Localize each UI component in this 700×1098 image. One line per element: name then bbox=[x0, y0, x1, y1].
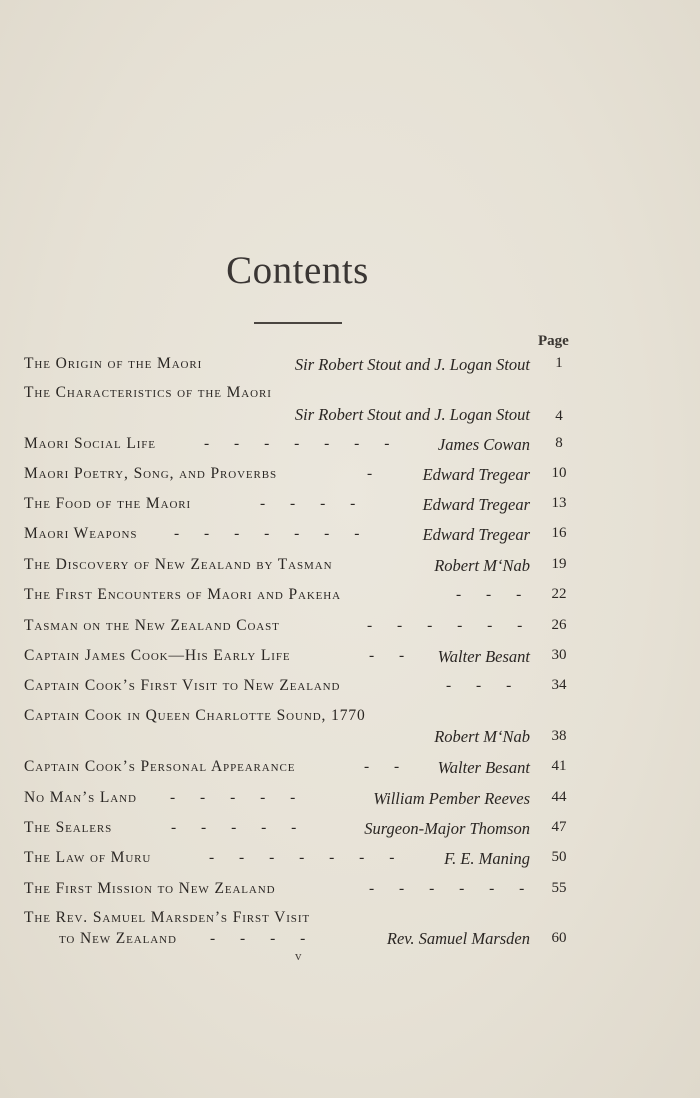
entry-author: Walter Besant bbox=[437, 758, 530, 777]
entry-page: 16 bbox=[551, 525, 567, 541]
toc-entry[interactable] bbox=[24, 586, 574, 610]
entry-title: The Food of the Maori bbox=[24, 495, 192, 512]
toc-entry[interactable] bbox=[24, 849, 574, 873]
entry-page: 30 bbox=[551, 647, 567, 663]
entry-page: 13 bbox=[551, 495, 567, 511]
entry-author: Edward Tregear bbox=[422, 525, 530, 544]
entry-dashes: - - - - - - - bbox=[204, 435, 390, 452]
entry-dashes: - - - - - - - bbox=[209, 849, 395, 866]
entry-page: 4 bbox=[555, 408, 563, 424]
page-title: Contents bbox=[226, 249, 369, 292]
entry-dashes: - - bbox=[369, 647, 405, 664]
toc-entry[interactable] bbox=[24, 819, 574, 843]
entry-dashes: - bbox=[367, 465, 373, 482]
toc-entry[interactable] bbox=[24, 880, 574, 904]
toc-entry[interactable] bbox=[24, 677, 574, 701]
entry-page: 34 bbox=[551, 677, 567, 693]
entry-page: 47 bbox=[551, 819, 567, 835]
entry-title: The Origin of the Maori bbox=[24, 355, 203, 372]
entry-title: Maori Poetry, Song, and Proverbs bbox=[24, 465, 278, 482]
entry-author: Walter Besant bbox=[437, 647, 530, 666]
toc-entry[interactable] bbox=[24, 707, 574, 755]
entry-dashes: - - - bbox=[456, 586, 522, 603]
entry-page: 19 bbox=[551, 556, 567, 572]
entry-title: The Law of Muru bbox=[24, 849, 152, 866]
toc-entry[interactable] bbox=[24, 556, 574, 580]
entry-title: The First Encounters of Maori and Pakeha bbox=[24, 586, 341, 603]
toc-entry[interactable] bbox=[24, 465, 574, 489]
entry-dashes: - - bbox=[364, 758, 400, 775]
toc-entry[interactable] bbox=[24, 647, 574, 671]
toc-entry[interactable] bbox=[24, 355, 574, 379]
entry-page: 1 bbox=[555, 355, 563, 371]
entry-page: 50 bbox=[551, 849, 567, 865]
entry-dashes: - - - - - - - bbox=[174, 525, 360, 542]
entry-page: 10 bbox=[551, 465, 567, 481]
folio-page-number: v bbox=[295, 948, 302, 963]
entry-dashes: - - - - - bbox=[171, 819, 297, 836]
entry-page: 8 bbox=[555, 435, 563, 451]
entry-page: 22 bbox=[551, 586, 567, 602]
page-column-label: Page bbox=[538, 333, 569, 349]
entry-author: James Cowan bbox=[437, 435, 530, 454]
entry-author: Sir Robert Stout and J. Logan Stout bbox=[294, 355, 530, 374]
toc-entry[interactable] bbox=[24, 789, 574, 813]
entry-dashes: - - - - - - bbox=[369, 880, 525, 897]
entry-title: No Man’s Land bbox=[24, 789, 137, 806]
entry-title: Maori Social Life bbox=[24, 435, 156, 452]
entry-title: Tasman on the New Zealand Coast bbox=[24, 617, 280, 634]
toc-entry[interactable] bbox=[24, 435, 574, 459]
entry-page: 41 bbox=[551, 758, 567, 774]
entry-title: The Sealers bbox=[24, 819, 113, 836]
toc-entry[interactable] bbox=[24, 617, 574, 641]
entry-dashes: - - - - - - bbox=[367, 617, 523, 634]
entry-page: 55 bbox=[551, 880, 567, 896]
entry-title: The Rev. Samuel Marsden’s First Visit bbox=[24, 909, 311, 926]
entry-page: 60 bbox=[551, 930, 567, 946]
entry-dashes: - - - - bbox=[260, 495, 356, 512]
entry-title: The First Mission to New Zealand bbox=[24, 880, 276, 897]
entry-author: Edward Tregear bbox=[422, 495, 530, 514]
entry-title: Captain Cook in Queen Charlotte Sound, 1770 bbox=[24, 707, 366, 724]
toc-entry[interactable] bbox=[24, 758, 574, 782]
entry-dashes: - - - bbox=[446, 677, 512, 694]
entry-title: Captain James Cook—His Early Life bbox=[24, 647, 291, 664]
entry-page: 26 bbox=[551, 617, 567, 633]
entry-author: Rev. Samuel Marsden bbox=[386, 929, 530, 948]
entry-page: 44 bbox=[551, 789, 567, 805]
entry-title: The Characteristics of the Maori bbox=[24, 384, 272, 401]
entry-title: Maori Weapons bbox=[24, 525, 138, 542]
entry-title: The Discovery of New Zealand by Tasman bbox=[24, 556, 333, 573]
entry-page: 38 bbox=[551, 728, 567, 744]
entry-dashes: - - - - bbox=[210, 930, 306, 947]
entry-title: Captain Cook’s First Visit to New Zealand bbox=[24, 677, 341, 694]
entry-author: Surgeon-Major Thomson bbox=[364, 819, 530, 838]
entry-author: Edward Tregear bbox=[422, 465, 530, 484]
toc-entry[interactable] bbox=[24, 384, 574, 432]
entry-author: William Pember Reeves bbox=[373, 789, 530, 808]
entry-author: Robert M‘Nab bbox=[434, 727, 530, 746]
entry-dashes: - - - - - bbox=[170, 789, 296, 806]
entry-title-continued: to New Zealand bbox=[59, 930, 177, 947]
entry-author: Robert M‘Nab bbox=[434, 556, 530, 575]
entry-title: Captain Cook’s Personal Appearance bbox=[24, 758, 296, 775]
toc-entry[interactable] bbox=[24, 495, 574, 519]
entry-author: F. E. Maning bbox=[444, 849, 530, 868]
entry-author: Sir Robert Stout and J. Logan Stout bbox=[294, 405, 530, 424]
toc-entry[interactable] bbox=[24, 525, 574, 549]
title-rule bbox=[254, 322, 342, 324]
